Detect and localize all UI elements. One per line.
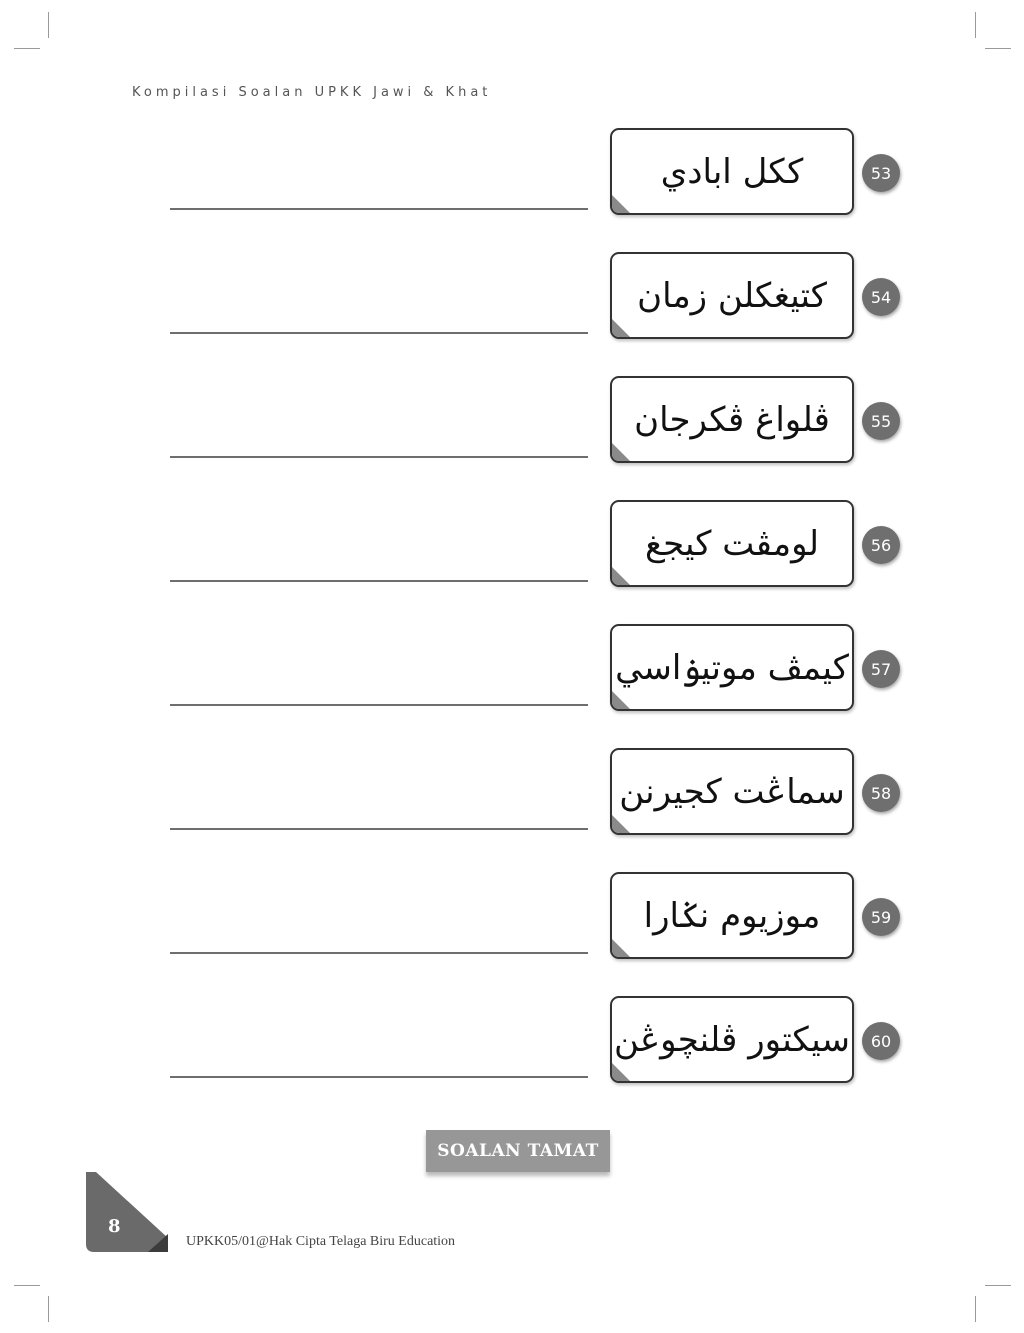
question-row [0,128,1024,252]
jawi-word: ڤلواغ ڤكرجان [634,399,830,440]
jawi-word-box [610,996,854,1083]
question-row [0,624,1024,748]
question-number-badge: 55 [862,402,900,440]
crop-mark [985,1285,1011,1286]
answer-line[interactable] [170,580,588,582]
page-header: Kompilasi Soalan UPKK Jawi & Khat [132,85,492,100]
jawi-word-box [610,748,854,835]
jawi-word: سيكتور ڤلنچوڠن [613,1019,851,1060]
jawi-word-box [610,128,854,215]
question-number-badge: 60 [862,1022,900,1060]
question-row [0,748,1024,872]
jawi-word: لومڤت كيجغ [644,523,820,564]
answer-line[interactable] [170,208,588,210]
jawi-word-box [610,500,854,587]
jawi-word-box [610,624,854,711]
answer-line[interactable] [170,332,588,334]
box-corner-decoration [612,691,630,709]
page-tab-shape [86,1172,168,1252]
question-row [0,252,1024,376]
jawi-word: موزيوم نݢارا [643,896,821,936]
question-number-badge: 57 [862,650,900,688]
answer-line[interactable] [170,456,588,458]
box-corner-decoration [612,319,630,337]
crop-mark [14,48,40,49]
question-row [0,872,1024,996]
jawi-word: ككل ابادي [660,151,804,192]
crop-mark [985,48,1011,49]
jawi-word-box [610,872,854,959]
end-of-questions-banner: SOALAN TAMAT [426,1130,610,1172]
question-row [0,500,1024,624]
box-corner-decoration [612,567,630,585]
question-number-badge: 53 [862,154,900,192]
question-number-badge: 54 [862,278,900,316]
box-corner-decoration [612,815,630,833]
jawi-word-box [610,252,854,339]
crop-mark [48,12,49,38]
question-row [0,996,1024,1120]
answer-line[interactable] [170,704,588,706]
question-number-badge: 56 [862,526,900,564]
answer-line[interactable] [170,828,588,830]
question-number-badge: 59 [862,898,900,936]
jawi-word: كيمڤ موتيۏاسي [615,648,849,688]
answer-line[interactable] [170,952,588,954]
box-corner-decoration [612,443,630,461]
question-row [0,376,1024,500]
page-number-tab [86,1172,168,1252]
footer-copyright: UPKK05/01@Hak Cipta Telaga Biru Education [186,1234,456,1249]
question-number-badge: 58 [862,774,900,812]
box-corner-decoration [612,1063,630,1081]
jawi-word: كتيغكلن زمان [637,275,827,316]
crop-mark [14,1285,40,1286]
answer-line[interactable] [170,1076,588,1078]
jawi-word-box [610,376,854,463]
box-corner-decoration [612,195,630,213]
crop-mark [48,1296,49,1322]
jawi-word: سماڠت كجيرنن [619,771,845,812]
crop-mark [975,1296,976,1322]
box-corner-decoration [612,939,630,957]
page-number: 8 [108,1216,121,1237]
crop-mark [975,12,976,38]
